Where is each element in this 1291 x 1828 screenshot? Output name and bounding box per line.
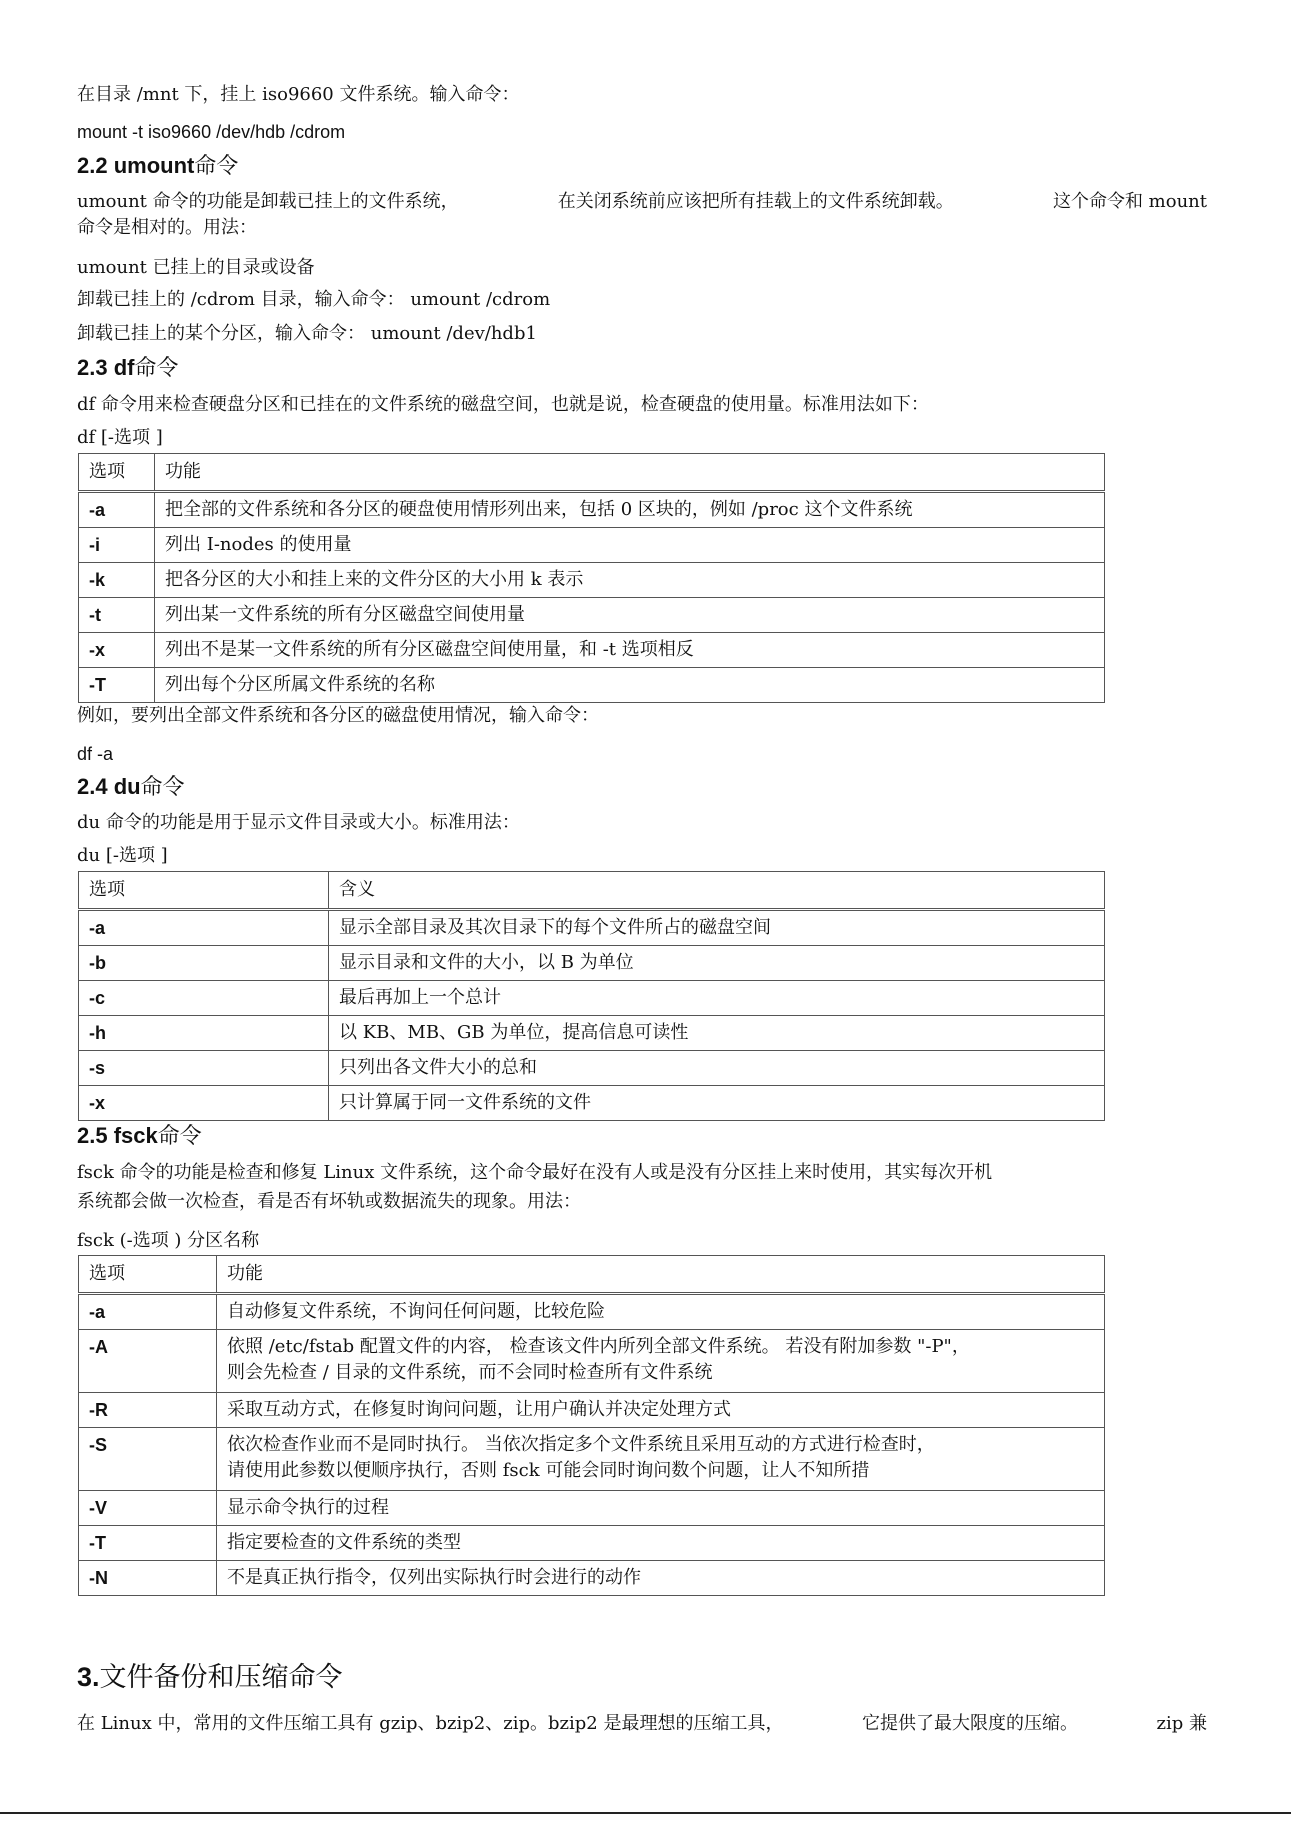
option-cell: -t: [79, 598, 155, 633]
fsck-options-table: [78, 1255, 1105, 1596]
heading-text: 文件备份和压缩命令: [99, 1662, 343, 1693]
section-heading-du: [77, 772, 185, 803]
df-example: 例如，要列出全部文件系统和各分区的磁盘使用情况，输入命令：: [77, 705, 599, 726]
description-line-1: 依照 /etc/fstab 配置文件的内容， 检查该文件内所列全部文件系统。 若没有附加参数 "-P"，: [227, 1336, 970, 1357]
du-usage: du [-选项 ]: [77, 845, 168, 866]
description-cell: 显示目录和文件的大小，以 B 为单位: [329, 946, 1105, 981]
table-row: [79, 528, 1105, 563]
table-row: [79, 668, 1105, 703]
description-cell: [217, 1428, 1105, 1491]
umount-description-cont: 命令是相对的。用法：: [77, 217, 257, 238]
table-row: [79, 563, 1105, 598]
option-cell: -R: [79, 1393, 217, 1428]
option-cell: -x: [79, 633, 155, 668]
fsck-usage: fsck (-选项 ) 分区名称: [77, 1230, 260, 1251]
table-header-row: [79, 454, 1105, 492]
table-row: [79, 981, 1105, 1016]
heading-number: 2.3 df: [77, 355, 135, 380]
table-row: [79, 1051, 1105, 1086]
description-line-1: 依次检查作业而不是同时执行。 当依次指定多个文件系统且采用互动的方式进行检查时，: [227, 1434, 935, 1455]
df-usage: df [-选项 ]: [77, 427, 163, 448]
table-row: [79, 1491, 1105, 1526]
column-header-meaning: 含义: [329, 872, 1105, 910]
option-cell: -S: [79, 1428, 217, 1491]
heading-number: 2.2 umount: [77, 153, 195, 178]
section-heading-fsck: [77, 1121, 202, 1152]
heading-number: 2.5 fsck: [77, 1123, 158, 1148]
description-line-2: 则会先检查 / 目录的文件系统，而不会同时检查所有文件系统: [227, 1362, 713, 1383]
umount-description: [77, 189, 1207, 215]
section3-desc-part2: 它提供了最大限度的压缩。: [861, 1713, 1078, 1734]
section3-description: [77, 1711, 1207, 1737]
description-cell: 采取互动方式，在修复时询问问题，让用户确认并决定处理方式: [217, 1393, 1105, 1428]
column-header-option: 选项: [79, 872, 329, 910]
option-cell: -x: [79, 1086, 329, 1121]
option-cell: -c: [79, 981, 329, 1016]
section3-desc-part1: 在 Linux 中，常用的文件压缩工具有 gzip、bzip2、zip。bzip2 是最理想的压缩工具，: [77, 1713, 784, 1734]
description-cell: 最后再加上一个总计: [329, 981, 1105, 1016]
table-row: [79, 1086, 1105, 1121]
section-heading-df: [77, 353, 178, 384]
option-cell: -N: [79, 1561, 217, 1596]
option-cell: -T: [79, 668, 155, 703]
table-row: [79, 910, 1105, 946]
table-row: [79, 1526, 1105, 1561]
section-heading-umount: [77, 151, 238, 182]
umount-desc-part2: 在关闭系统前应该把所有挂载上的文件系统卸载。: [557, 191, 954, 212]
description-cell: 自动修复文件系统，不询问任何问题，比较危险: [217, 1294, 1105, 1330]
fsck-description: fsck 命令的功能是检查和修复 Linux 文件系统，这个命令最好在没有人或是没有分区挂上来时使用，其实每次开机: [77, 1162, 993, 1183]
du-options-table: [78, 871, 1105, 1121]
heading-text: 命令: [194, 154, 239, 179]
table-row: [79, 946, 1105, 981]
umount-usage: umount 已挂上的目录或设备: [77, 257, 315, 278]
description-cell: 把各分区的大小和挂上来的文件分区的大小用 k 表示: [155, 563, 1105, 598]
umount-example-2: 卸载已挂上的某个分区，输入命令： umount /dev/hdb1: [77, 323, 537, 344]
description-cell: 列出每个分区所属文件系统的名称: [155, 668, 1105, 703]
section-heading-backup-compress: [77, 1660, 343, 1695]
heading-text: 命令: [134, 356, 179, 381]
umount-desc-part3: 这个命令和 mount: [1052, 191, 1207, 212]
column-header-function: 功能: [217, 1256, 1105, 1294]
table-row: [79, 1294, 1105, 1330]
df-example-command: df -a: [77, 744, 114, 764]
heading-number: 3.: [77, 1662, 100, 1692]
description-cell: 列出不是某一文件系统的所有分区磁盘空间使用量，和 -t 选项相反: [155, 633, 1105, 668]
option-cell: -A: [79, 1330, 217, 1393]
column-header-option: 选项: [79, 1256, 217, 1294]
table-row: [79, 1393, 1105, 1428]
option-cell: -b: [79, 946, 329, 981]
description-cell: 把全部的文件系统和各分区的硬盘使用情形列出来，包括 0 区块的，例如 /proc 这个文件系统: [155, 492, 1105, 528]
description-cell: 只列出各文件大小的总和: [329, 1051, 1105, 1086]
column-header-option: 选项: [79, 454, 155, 492]
option-cell: -a: [79, 1294, 217, 1330]
option-cell: -h: [79, 1016, 329, 1051]
section3-desc-part3: zip 兼: [1156, 1713, 1207, 1734]
description-cell: 显示全部目录及其次目录下的每个文件所占的磁盘空间: [329, 910, 1105, 946]
option-cell: -a: [79, 492, 155, 528]
table-row: [79, 1330, 1105, 1393]
table-row: [79, 598, 1105, 633]
table-row: [79, 1561, 1105, 1596]
heading-text: 命令: [140, 775, 185, 800]
heading-number: 2.4 du: [77, 774, 141, 799]
table-row: [79, 633, 1105, 668]
option-cell: -T: [79, 1526, 217, 1561]
description-cell: 列出 I-nodes 的使用量: [155, 528, 1105, 563]
df-options-table: [78, 453, 1105, 703]
description-cell: 指定要检查的文件系统的类型: [217, 1526, 1105, 1561]
umount-desc-part1: umount 命令的功能是卸载已挂上的文件系统，: [77, 191, 459, 212]
description-cell: 不是真正执行指令，仅列出实际执行时会进行的动作: [217, 1561, 1105, 1596]
description-cell: 以 KB、MB、GB 为单位，提高信息可读性: [329, 1016, 1105, 1051]
column-header-function: 功能: [155, 454, 1105, 492]
option-cell: -k: [79, 563, 155, 598]
option-cell: -i: [79, 528, 155, 563]
option-cell: -V: [79, 1491, 217, 1526]
description-cell: 显示命令执行的过程: [217, 1491, 1105, 1526]
description-cell: [217, 1330, 1105, 1393]
heading-text: 命令: [157, 1124, 202, 1149]
option-cell: -s: [79, 1051, 329, 1086]
intro-line: 在目录 /mnt 下，挂上 iso9660 文件系统。输入命令：: [77, 84, 520, 105]
page-bottom-rule: [0, 1812, 1291, 1814]
fsck-description-cont: 系统都会做一次检查，看是否有坏轨或数据流失的现象。用法：: [77, 1191, 581, 1212]
table-header-row: [79, 872, 1105, 910]
description-cell: 只计算属于同一文件系统的文件: [329, 1086, 1105, 1121]
table-header-row: [79, 1256, 1105, 1294]
table-row: [79, 1428, 1105, 1491]
table-row: [79, 1016, 1105, 1051]
description-cell: 列出某一文件系统的所有分区磁盘空间使用量: [155, 598, 1105, 633]
umount-example-1: 卸载已挂上的 /cdrom 目录，输入命令： umount /cdrom: [77, 289, 551, 310]
description-line-2: 请使用此参数以便顺序执行，否则 fsck 可能会同时询问数个问题，让人不知所措: [227, 1460, 870, 1481]
option-cell: -a: [79, 910, 329, 946]
table-row: [79, 492, 1105, 528]
mount-command: mount -t iso9660 /dev/hdb /cdrom: [77, 122, 346, 142]
du-description: du 命令的功能是用于显示文件目录或大小。标准用法：: [77, 812, 520, 833]
df-description: df 命令用来检查硬盘分区和已挂在的文件系统的磁盘空间，也就是说，检查硬盘的使用量。标准用法如下：: [77, 394, 929, 415]
